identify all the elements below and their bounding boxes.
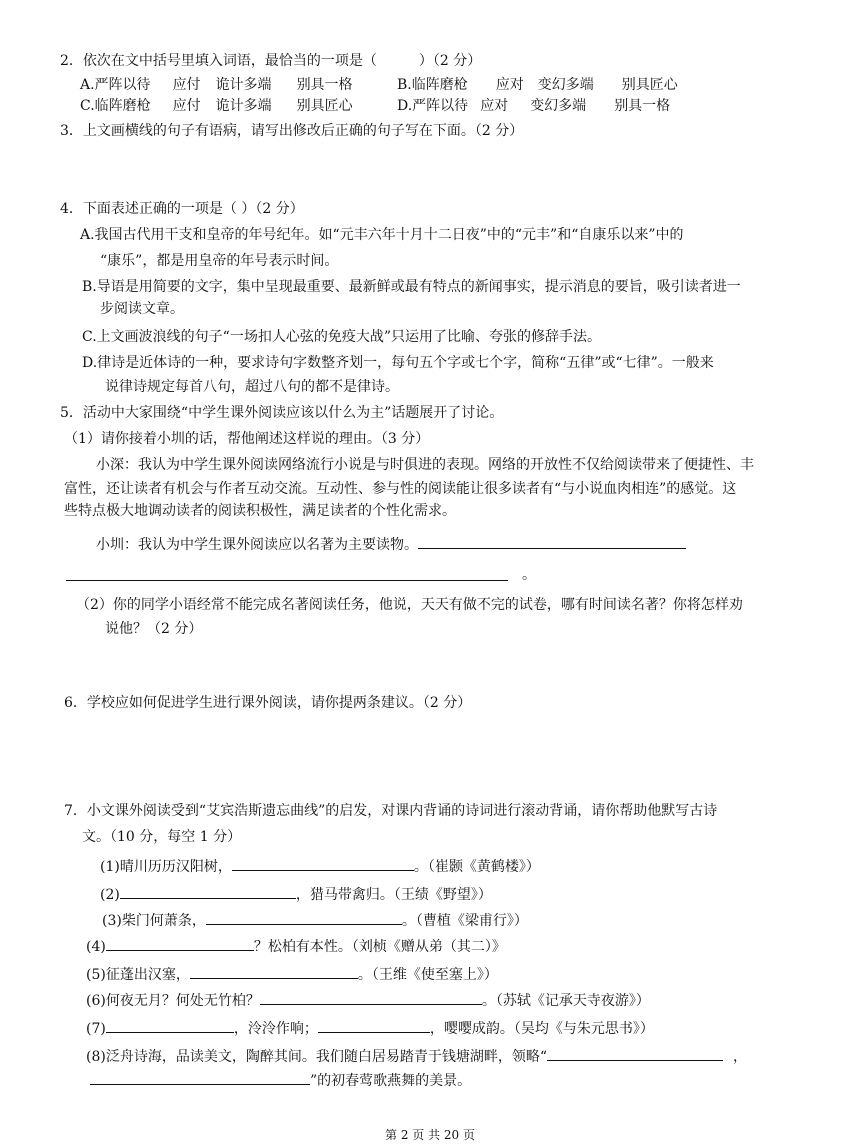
q5-sub2-line2: 说他？（2 分） <box>105 621 203 637</box>
q5-passage-line2: 富性，还让读者有机会与作者互动交流。互动性、参与性的阅读能让很多读者有“与小说血肉相连”的感觉。这 <box>64 481 737 497</box>
q5-stem: 5．活动中大家围绕“中学生课外阅读应该以什么为主”话题展开了讨论。 <box>60 405 504 421</box>
q7-item-5 <box>86 964 498 984</box>
q7-item-1-source: 。（崔颢《黄鹤楼》） <box>413 859 540 875</box>
q5-sub2-line1: （2）你的同学小语经常不能完成名著阅读任务，他说，天天有做不完的试卷，哪有时间读名著？你将怎样劝 <box>76 597 743 613</box>
q7-item-4-source: ？松柏有本性。（刘桢《赠从弟（其二）》 <box>253 939 506 955</box>
q2-a-4: 别具一格 <box>296 77 353 93</box>
q2-a-1: A.严阵以待 <box>80 77 151 93</box>
q5-period: 。 <box>522 567 536 583</box>
q2-b-1: B.临阵磨枪 <box>397 77 468 93</box>
q7-item-7-text: (7) <box>86 1021 106 1037</box>
q2-b-2: 应对 <box>495 77 524 93</box>
q7-item-4-text: (4) <box>86 939 106 955</box>
q7-item-7-mid: ，泠泠作响； <box>233 1021 318 1037</box>
q7-stem-line1: 7．小文课外阅读受到“艾宾浩斯遗忘曲线”的启发，对课内背诵的诗词进行滚动背诵，请你帮助他默写古诗 <box>64 803 718 819</box>
q4-option-c: C.上文画波浪线的句子“一场扣人心弦的免疫大战”只运用了比喻、夸张的修辞手法。 <box>82 329 601 345</box>
q7-item-1-blank[interactable] <box>232 856 414 871</box>
q2-c-2: 应付 <box>172 98 201 114</box>
q7-item-8-blank-1[interactable] <box>547 1046 723 1061</box>
q7-item-2-source: ，猎马带禽归。（王绩《野望》） <box>295 887 492 903</box>
q3-stem: 3．上文画横线的句子有语病，请写出修改后正确的句子写在下面。（2 分） <box>60 123 524 139</box>
q2-b-3: 变幻多端 <box>537 77 594 93</box>
q7-item-8-text: (8)泛舟诗海，品读美文，陶醉其间。我们随白居易踏青于钱塘湖畔，领略“ <box>86 1049 547 1065</box>
q7-item-1-text: (1)晴川历历汉阳树， <box>100 859 232 875</box>
q2-d-3: 变幻多端 <box>530 98 587 114</box>
q2-a-2: 应付 <box>172 77 201 93</box>
q7-item-7-source: ，嘤嘤成韵。（吴均《与朱元思书》） <box>429 1021 654 1037</box>
q7-item-8-line1 <box>86 1046 747 1066</box>
q7-item-2-blank[interactable] <box>120 884 296 899</box>
q4-option-b-line1: B.导语是用简要的文字，集中呈现最重要、最新鲜或最有特点的新闻事实，提示消息的要旨，吸引读者进一 <box>82 279 741 295</box>
q6-stem: 6．学校应如何促进学生进行课外阅读，请你提两条建议。（2 分） <box>64 695 472 711</box>
q2-c-4: 别具匠心 <box>296 98 353 114</box>
q7-item-3-blank[interactable] <box>206 910 402 925</box>
q7-item-2 <box>100 884 492 904</box>
q7-item-3-source: 。（曹植《梁甫行》） <box>401 913 528 929</box>
q5-answer-blank-1[interactable] <box>418 534 686 549</box>
q7-item-6 <box>86 990 650 1010</box>
q7-item-8-comma: ， <box>733 1049 747 1065</box>
q7-item-4-blank[interactable] <box>106 936 254 951</box>
q7-item-5-text: (5)征蓬出汉塞， <box>86 967 190 983</box>
q5-sub1: （1）请你接着小圳的话，帮他阐述这样说的理由。（3 分） <box>64 431 430 447</box>
q2-stem: 2．依次在文中括号里填入词语，最恰当的一项是（ ）（2 分） <box>60 53 482 69</box>
q7-item-6-text: (6)何夜无月？何处无竹柏？ <box>86 993 260 1009</box>
q7-item-7-blank-1[interactable] <box>106 1018 234 1033</box>
q4-stem: 4．下面表述正确的一项是（ ）（2 分） <box>60 201 304 217</box>
q7-item-5-source: 。（王维《使至塞上》） <box>357 967 498 983</box>
q2-option-d <box>397 97 670 115</box>
q2-option-c <box>80 97 353 115</box>
q4-option-a-line2: “康乐”，都是用皇帝的年号表示时间。 <box>100 253 339 269</box>
page-footer: 第 2 页 共 20 页 <box>385 1128 475 1142</box>
q5-xiaozhen-line <box>96 534 686 554</box>
q7-item-6-source: 。（苏轼《记承天寺夜游》） <box>481 993 650 1009</box>
q2-c-1: C.临阵磨枪 <box>80 98 151 114</box>
q7-item-8-tail: ”的初春莺歌燕舞的美景。 <box>310 1073 472 1089</box>
q2-c-3: 诡计多端 <box>215 98 272 114</box>
q7-item-2-text: (2) <box>100 887 120 903</box>
q7-item-5-blank[interactable] <box>190 964 358 979</box>
q7-item-1 <box>100 856 540 876</box>
q4-option-a-line1: A.我国古代用干支和皇帝的年号纪年。如“元丰六年十月十二日夜”中的“元丰”和“自康乐以来”中的 <box>80 227 684 243</box>
q7-item-8-line2 <box>90 1070 471 1090</box>
q2-option-b <box>397 76 678 94</box>
q2-d-4: 别具一格 <box>614 98 671 114</box>
q7-item-4 <box>86 936 506 956</box>
q4-option-d-line1: D.律诗是近体诗的一种，要求诗句字数整齐划一，每句五个字或七个字，简称“五律”或“七律”。一般来 <box>82 355 714 371</box>
q5-passage-line3: 些特点极大地调动读者的阅读积极性，满足读者的个性化需求。 <box>64 503 456 519</box>
q7-item-3 <box>102 910 528 930</box>
q5-xiaozhen-text: 小圳：我认为中学生课外阅读应以名著为主要读物。 <box>96 537 418 553</box>
q7-item-7 <box>86 1018 654 1038</box>
q5-passage-line1: 小深：我认为中学生课外阅读网络流行小说是与时俱进的表现。网络的开放性不仅给阅读带来了便捷性、丰 <box>96 457 754 473</box>
q7-item-7-blank-2[interactable] <box>318 1018 430 1033</box>
q2-d-2: 应对 <box>480 98 509 114</box>
q2-a-3: 诡计多端 <box>215 77 272 93</box>
q7-item-8-blank-2[interactable] <box>90 1070 310 1085</box>
q2-d-1: D.严阵以待 <box>397 98 469 114</box>
q5-answer-blank-2[interactable] <box>66 580 508 581</box>
q7-item-3-text: (3)柴门何萧条， <box>102 913 206 929</box>
q2-b-4: 别具匠心 <box>621 77 678 93</box>
q4-option-b-line2: 步阅读文章。 <box>100 301 184 317</box>
q2-option-a <box>80 76 353 94</box>
q7-item-6-blank[interactable] <box>260 990 482 1005</box>
q4-option-d-line2: 说律诗规定每首八句，超过八句的都不是律诗。 <box>105 379 399 395</box>
q7-stem-line2: 文。（10 分，每空 1 分） <box>82 829 242 845</box>
